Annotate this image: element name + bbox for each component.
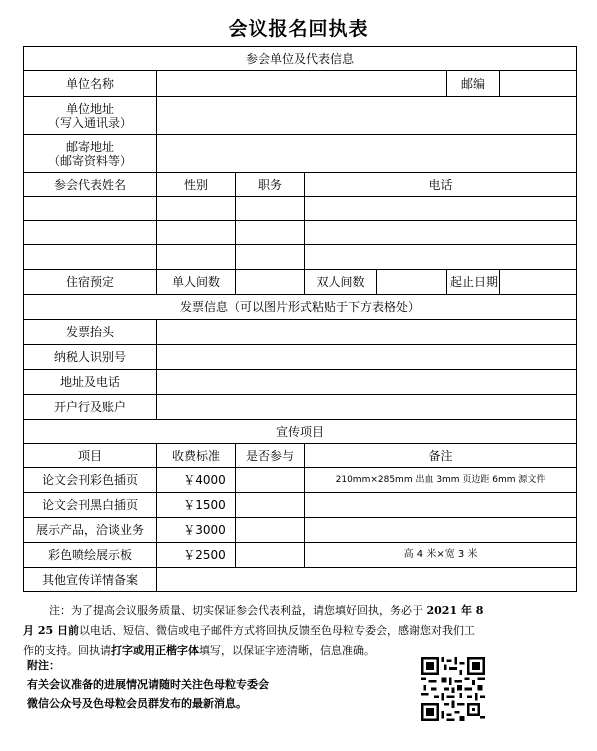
- promo-fee-header: 收费标准: [157, 444, 236, 468]
- notes-line3: 作的支持。回执请: [23, 644, 111, 657]
- section-promo-header: 宣传项目: [24, 420, 577, 444]
- rep-gender-field[interactable]: [157, 245, 236, 270]
- attachment-line1: 有关会议准备的进展情况请随时关注色母粒专委会: [27, 678, 269, 691]
- attachment-note: [27, 656, 269, 713]
- promo-note: 高 4 米×宽 3 米: [305, 543, 577, 568]
- attachment-label: 附注：: [27, 659, 60, 672]
- mail-label-line2: （邮寄资料等）: [47, 153, 132, 168]
- rep-title-header: 职务: [236, 173, 305, 197]
- invoice-title-field[interactable]: [157, 320, 577, 345]
- promo-fee: ￥4000: [157, 468, 236, 493]
- rep-name-field[interactable]: [24, 197, 157, 221]
- rep-title-field[interactable]: [236, 221, 305, 245]
- promo-item: 论文会刊黑白插页: [24, 493, 157, 518]
- promo-item: 论文会刊彩色插页: [24, 468, 157, 493]
- notes-line1a: 注：为了提高会议服务质量、切实保证参会代表利益，请您填好回执，务必于: [49, 604, 427, 617]
- lodging-label: 住宿预定: [24, 270, 157, 295]
- notes-line3-bold: 打字或用正楷字体: [111, 644, 199, 657]
- qr-code: [421, 657, 485, 721]
- address-field[interactable]: [157, 97, 577, 135]
- single-room-field[interactable]: [236, 270, 305, 295]
- taxpayer-id-field[interactable]: [157, 345, 577, 370]
- promo-join-field[interactable]: [236, 468, 305, 493]
- rep-title-field[interactable]: [236, 197, 305, 221]
- other-promo-label: 其他宣传详情备案: [24, 568, 157, 592]
- section-invoice-header: 发票信息（可以图片形式粘贴于下方表格处）: [24, 295, 577, 320]
- rep-gender-field[interactable]: [157, 197, 236, 221]
- address-label-line2: （写入通讯录）: [47, 115, 132, 130]
- other-promo-field[interactable]: [157, 568, 577, 592]
- rep-phone-header: 电话: [305, 173, 577, 197]
- promo-note: [305, 518, 577, 543]
- rep-gender-field[interactable]: [157, 221, 236, 245]
- attachment-line2: 微信公众号及色母粒会员群发布的最新消息。: [27, 697, 247, 710]
- invoice-address-field[interactable]: [157, 370, 577, 395]
- rep-phone-field[interactable]: [305, 221, 577, 245]
- double-room-label: 双人间数: [305, 270, 377, 295]
- mail-label-line1: 邮寄地址: [65, 139, 114, 154]
- promo-join-header: 是否参与: [236, 444, 305, 468]
- promo-fee: ￥3000: [157, 518, 236, 543]
- postcode-label: 邮编: [447, 71, 500, 97]
- bank-account-label: 开户行及账户: [24, 395, 157, 420]
- unit-name-field[interactable]: [157, 71, 447, 97]
- bank-account-field[interactable]: [157, 395, 577, 420]
- promo-fee: ￥1500: [157, 493, 236, 518]
- promo-item: 彩色喷绘展示板: [24, 543, 157, 568]
- promo-join-field[interactable]: [236, 493, 305, 518]
- invoice-address-label: 地址及电话: [24, 370, 157, 395]
- rep-phone-field[interactable]: [305, 245, 577, 270]
- rep-phone-field[interactable]: [305, 197, 577, 221]
- address-label: [24, 97, 157, 135]
- rep-name-field[interactable]: [24, 245, 157, 270]
- double-room-field[interactable]: [377, 270, 447, 295]
- rep-name-header: 参会代表姓名: [24, 173, 157, 197]
- notes-line3c: 填写，以保证字迹清晰，信息准确。: [199, 644, 375, 657]
- promo-join-field[interactable]: [236, 543, 305, 568]
- single-room-label: 单人间数: [157, 270, 236, 295]
- section-org-header: 参会单位及代表信息: [24, 47, 577, 71]
- notes-date-day: 月 25 日前: [23, 624, 79, 637]
- address-label-line1: 单位地址: [65, 101, 114, 116]
- rep-gender-header: 性别: [157, 173, 236, 197]
- rep-title-field[interactable]: [236, 245, 305, 270]
- notes: [23, 601, 576, 661]
- notes-line2b: 以电话、短信、微信或电子邮件方式将回执反馈至色母粒专委会，感谢您对我们工: [78, 624, 475, 637]
- rep-name-field[interactable]: [24, 221, 157, 245]
- mail-address-label: [24, 135, 157, 173]
- invoice-title-label: 发票抬头: [24, 320, 157, 345]
- promo-join-field[interactable]: [236, 518, 305, 543]
- unit-name-label: 单位名称: [24, 71, 157, 97]
- promo-note: [305, 493, 577, 518]
- promo-item-header: 项目: [24, 444, 157, 468]
- taxpayer-id-label: 纳税人识别号: [24, 345, 157, 370]
- notes-date-year: 2021 年 8: [426, 604, 484, 617]
- page-title: 会议报名回执表: [228, 18, 369, 40]
- promo-item: 展示产品，洽谈业务: [24, 518, 157, 543]
- registration-form: [23, 46, 577, 592]
- promo-note: 210mm×285mm 出血 3mm 页边距 6mm 源文件: [305, 468, 577, 493]
- dates-label: 起止日期: [447, 270, 500, 295]
- promo-note-header: 备注: [305, 444, 577, 468]
- mail-address-field[interactable]: [157, 135, 577, 173]
- postcode-field[interactable]: [500, 71, 577, 97]
- dates-field[interactable]: [500, 270, 577, 295]
- promo-fee: ￥2500: [157, 543, 236, 568]
